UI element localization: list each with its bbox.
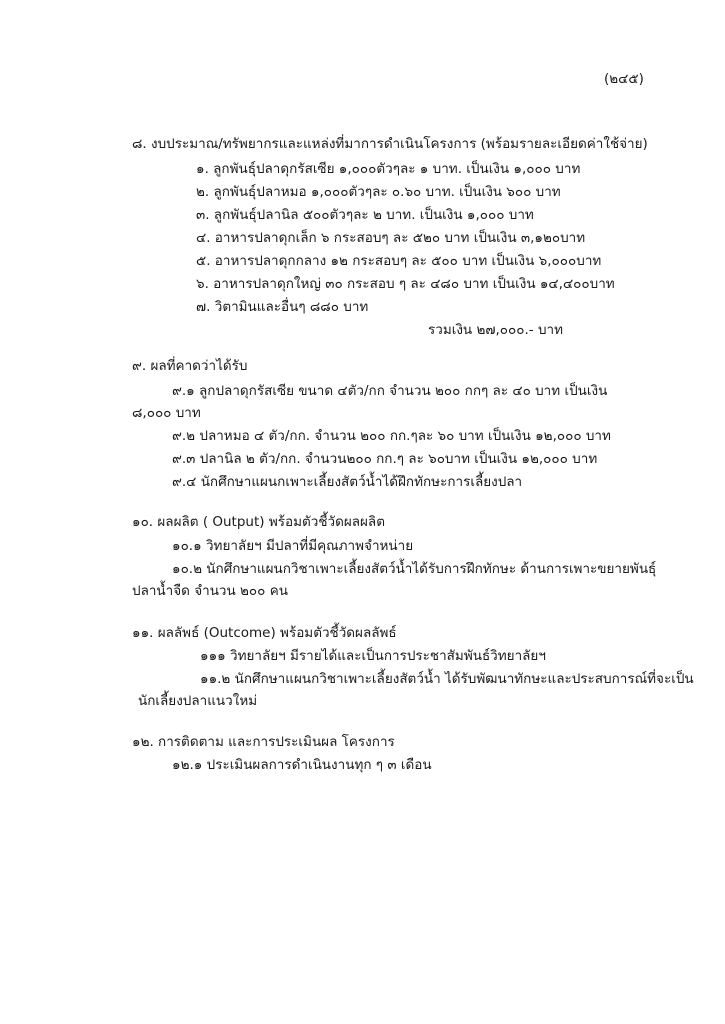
section-11-heading: ๑๑. ผลลัพธ์ (Outcome) พร้อมตัวชี้วัดผลลัพธ์ <box>132 625 397 641</box>
section-10-heading: ๑๐. ผลผลิต ( Output) พร้อมตัวชี้วัดผลผลิต <box>132 514 385 530</box>
budget-item-7: ๗. วิตามินและอื่นๆ ๘๘๐ บาท <box>196 299 369 315</box>
outcome-item-2-line-2: นักเลี้ยงปลาแนวใหม่ <box>138 693 258 709</box>
result-item-1-line-2: ๘,๐๐๐ บาท <box>132 405 201 421</box>
budget-item-3: ๓. ลูกพันธุ์ปลานิล ๕๐๐ตัวๆละ ๒ บาท. เป็นเงิน ๑,๐๐๐ บาท <box>196 207 534 223</box>
budget-item-5: ๕. อาหารปลาดุกกลาง ๑๒ กระสอบๆ ละ ๕๐๐ บาท เป็นเงิน ๖,๐๐๐บาท <box>196 253 602 269</box>
result-item-4: ๙.๔ นักศึกษาแผนกเพาะเลี้ยงสัตว์น้ำได้ฝึกทักษะการเลี้ยงปลา <box>172 474 523 490</box>
budget-item-6: ๖. อาหารปลาดุกใหญ่ ๓๐ กระสอบ ๆ ละ ๔๘๐ บาท เป็นเงิน ๑๔,๔๐๐บาท <box>196 276 615 292</box>
section-8-heading: ๘. งบประมาณ/ทรัพยากรและแหล่งที่มาการดำเนินโครงการ (พร้อมรายละเอียดค่าใช้จ่าย) <box>132 136 648 152</box>
section-12-heading: ๑๒. การติดตาม และการประเมินผล โครงการ <box>132 734 395 750</box>
output-item-1: ๑๐.๑ วิทยาลัยฯ มีปลาที่มีคุณภาพจำหน่าย <box>172 538 414 554</box>
output-item-2-line-1: ๑๐.๒ นักศึกษาแผนกวิชาเพาะเลี้ยงสัตว์น้ำได้รับการฝึกทักษะ ด้านการเพาะขยายพันธุ์ <box>172 561 657 577</box>
outcome-item-1: ๑๑๑ วิทยาลัยฯ มีรายได้และเป็นการประชาสัมพันธ์วิทยาลัยฯ <box>200 648 546 664</box>
result-item-2: ๙.๒ ปลาหมอ ๔ ตัว/กก. จำนวน ๒๐๐ กก.ๆละ ๖๐ บาท เป็นเงิน ๑๒,๐๐๐ บาท <box>172 428 611 444</box>
evaluation-item-1: ๑๒.๑ ประเมินผลการดำเนินงานทุก ๆ ๓ เดือน <box>172 757 432 773</box>
budget-item-1: ๑. ลูกพันธุ์ปลาดุกรัสเซีย ๑,๐๐๐ตัวๆละ ๑ บาท. เป็นเงิน ๑,๐๐๐ บาท <box>196 161 581 177</box>
result-item-1-line-1: ๙.๑ ลูกปลาดุกรัสเซีย ขนาด ๔ตัว/กก จำนวน ๒๐๐ กกๆ ละ ๔๐ บาท เป็นเงิน <box>172 383 608 399</box>
budget-item-2: ๒. ลูกพันธุ์ปลาหมอ ๑,๐๐๐ตัวๆละ ๐.๖๐ บาท. เป็นเงิน ๖๐๐ บาท <box>196 184 561 200</box>
budget-total: รวมเงิน ๒๗,๐๐๐.- บาท <box>428 322 564 338</box>
budget-item-4: ๔. อาหารปลาดุกเล็ก ๖ กระสอบๆ ละ ๕๒๐ บาท เป็นเงิน ๓,๑๒๐บาท <box>196 230 586 246</box>
outcome-item-2-line-1: ๑๑.๒ นักศึกษาแผนกวิชาเพาะเลี้ยงสัตว์น้ำ ได้รับพัฒนาทักษะและประสบการณ์ที่จะเป็น <box>200 671 694 687</box>
output-item-2-line-2: ปลาน้ำจืด จำนวน ๒๐๐ คน <box>132 583 288 599</box>
page-number: (๒๔๕) <box>604 71 644 87</box>
result-item-3: ๙.๓ ปลานิล ๒ ตัว/กก. จำนวน๒๐๐ กก.ๆ ละ ๖๐บาท เป็นเงิน ๑๒,๐๐๐ บาท <box>172 451 598 467</box>
section-9-heading: ๙. ผลที่คาดว่าได้รับ <box>132 358 248 374</box>
